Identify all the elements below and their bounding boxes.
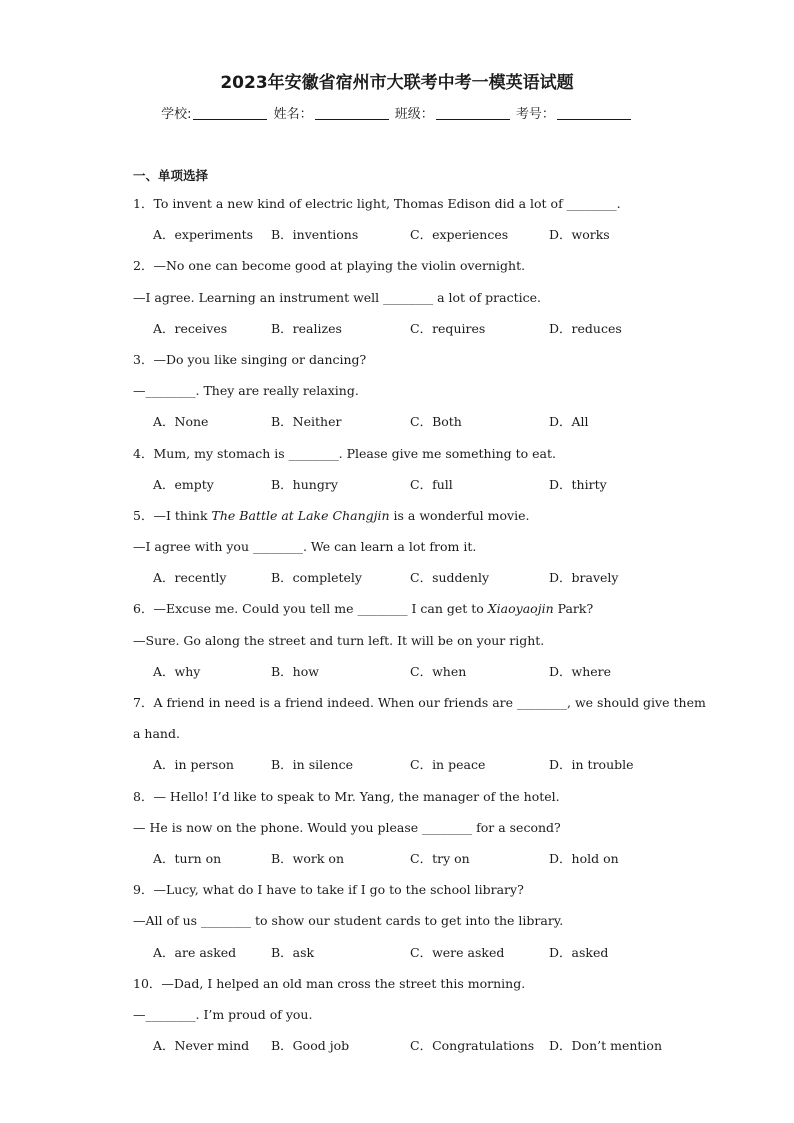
answer-option[interactable]: D．where: [549, 663, 612, 679]
answer-option[interactable]: C．try on: [410, 850, 470, 866]
question-text: 1．To invent a new kind of electric light, Thomas Edison did a lot of ________.: [133, 196, 621, 211]
question-2: [133, 250, 673, 344]
answer-option[interactable]: C．when: [410, 663, 467, 679]
question-text: 5．—I think: [133, 507, 212, 523]
answer-option[interactable]: B．hungry: [271, 476, 338, 492]
question-line: [133, 812, 673, 843]
question-text: 6．—Excuse me. Could you tell me ________ I can get to: [133, 601, 488, 617]
question-text: — He is now on the phone. Would you please ________ for a second?: [133, 819, 561, 835]
name-label: 姓名：: [273, 107, 313, 122]
school-label: 学校:: [161, 107, 192, 122]
answer-option[interactable]: C．were asked: [410, 944, 505, 960]
section-title: 一、单项选择: [133, 168, 209, 183]
answer-option[interactable]: D．Don’t mention: [549, 1038, 662, 1054]
question-text: 3．—Do you like singing or dancing?: [133, 351, 367, 367]
page-title: 2023年安徽省宿州市大联考中考一模英语试题: [220, 73, 574, 93]
answer-option[interactable]: B．realizes: [271, 320, 342, 336]
question-text: 9．—Lucy, what do I have to take if I go to the school library?: [133, 882, 524, 898]
number-label: 考号：: [515, 107, 555, 122]
question-10: [133, 968, 673, 1062]
question-text: —________. They are really relaxing.: [133, 383, 359, 399]
question-text: 7．A friend in need is a friend indeed. When our friends are ________, we should give them: [133, 695, 706, 710]
question-9: [133, 874, 673, 968]
question-text: —I agree with you ________. We can learn a lot from it.: [133, 539, 477, 555]
question-4: [133, 438, 673, 500]
question-text: —Sure. Go along the street and turn left. It will be on your right.: [133, 632, 545, 648]
question-6: [133, 593, 673, 687]
answer-option[interactable]: B．inventions: [271, 227, 359, 243]
option-row: [133, 219, 673, 250]
question-line: [133, 500, 673, 531]
question-line: [133, 282, 673, 313]
answer-option[interactable]: C．requires: [410, 320, 486, 336]
italic-title: Xiaoyaojin: [487, 601, 554, 617]
answer-option[interactable]: B．Good job: [271, 1038, 350, 1054]
option-row: [133, 656, 673, 687]
option-row: [133, 406, 673, 437]
answer-option[interactable]: A．experiments: [153, 227, 254, 243]
answer-option[interactable]: A．Never mind: [153, 1038, 250, 1054]
question-text: is a wonderful movie.: [389, 507, 530, 523]
question-text: —I agree. Learning an instrument well ________ a lot of practice.: [133, 289, 542, 305]
answer-option[interactable]: A．empty: [153, 476, 214, 492]
answer-option[interactable]: B．in silence: [271, 757, 353, 773]
option-row: [133, 469, 673, 500]
question-line: [133, 344, 673, 375]
question-line: [133, 905, 673, 936]
answer-option[interactable]: D．bravely: [549, 570, 619, 586]
answer-option[interactable]: A．turn on: [153, 850, 222, 866]
option-row: [133, 1030, 673, 1061]
question-line: [133, 874, 673, 905]
class-blank[interactable]: [436, 106, 510, 120]
answer-option[interactable]: C．Congratulations: [410, 1038, 535, 1054]
question-line: [133, 687, 706, 718]
answer-option[interactable]: C．in peace: [410, 757, 486, 773]
answer-option[interactable]: A．None: [153, 414, 209, 430]
class-label: 班级：: [394, 107, 434, 122]
question-line: [133, 593, 673, 624]
option-row: [133, 749, 673, 780]
answer-option[interactable]: B．ask: [271, 944, 315, 960]
answer-option[interactable]: D．thirty: [549, 476, 607, 492]
italic-title: The Battle at Lake Changjin: [211, 507, 390, 523]
question-line: [133, 718, 673, 749]
answer-option[interactable]: A．are asked: [153, 944, 237, 960]
answer-option[interactable]: D．hold on: [549, 850, 619, 866]
answer-option[interactable]: A．receives: [153, 320, 228, 336]
question-text: a hand.: [133, 726, 180, 742]
question-list: [133, 188, 706, 1061]
question-5: [133, 500, 673, 594]
question-line: [133, 188, 673, 219]
answer-option[interactable]: B．completely: [271, 570, 362, 586]
question-text: 8．— Hello! I’d like to speak to Mr. Yang, the manager of the hotel.: [133, 788, 560, 804]
answer-option[interactable]: D．All: [549, 414, 589, 430]
question-line: [133, 781, 673, 812]
number-blank[interactable]: [557, 106, 631, 120]
answer-option[interactable]: D．reduces: [549, 320, 622, 336]
question-line: [133, 375, 673, 406]
student-info-line: [0, 103, 794, 122]
answer-option[interactable]: C．experiences: [410, 227, 509, 243]
question-1: [133, 188, 673, 250]
answer-option[interactable]: B．work on: [271, 850, 345, 866]
question-line: [133, 438, 673, 469]
question-line: [133, 968, 673, 999]
answer-option[interactable]: C．suddenly: [410, 570, 490, 586]
answer-option[interactable]: D．in trouble: [549, 757, 634, 773]
question-text: —________. I’m proud of you.: [133, 1006, 313, 1022]
question-text: Park?: [553, 601, 594, 617]
question-text: 2．—No one can become good at playing the violin overnight.: [133, 258, 526, 274]
option-row: [133, 937, 673, 968]
option-row: [133, 562, 673, 593]
question-line: [133, 250, 673, 281]
question-line: [133, 625, 673, 656]
answer-option[interactable]: C．full: [410, 476, 453, 492]
question-line: [133, 999, 673, 1030]
option-row: [133, 843, 673, 874]
answer-option[interactable]: D．works: [549, 227, 610, 243]
answer-option[interactable]: B．Neither: [271, 414, 342, 430]
answer-option[interactable]: C．Both: [410, 414, 462, 430]
question-8: [133, 781, 673, 875]
answer-option[interactable]: A．recently: [153, 570, 227, 586]
name-blank[interactable]: [315, 106, 389, 120]
answer-option[interactable]: B．how: [271, 663, 319, 679]
question-3: [133, 344, 673, 438]
answer-option[interactable]: D．asked: [549, 944, 609, 960]
option-row: [133, 313, 673, 344]
question-text: —All of us ________ to show our student cards to get into the library.: [133, 913, 564, 929]
answer-option[interactable]: A．in person: [153, 757, 234, 773]
school-blank[interactable]: [193, 106, 267, 120]
question-line: [133, 531, 673, 562]
question-text: 4．Mum, my stomach is ________. Please give me something to eat.: [133, 445, 556, 461]
question-7: [133, 687, 706, 781]
question-text: 10．—Dad, I helped an old man cross the street this morning.: [133, 975, 526, 991]
answer-option[interactable]: A．why: [153, 663, 201, 679]
